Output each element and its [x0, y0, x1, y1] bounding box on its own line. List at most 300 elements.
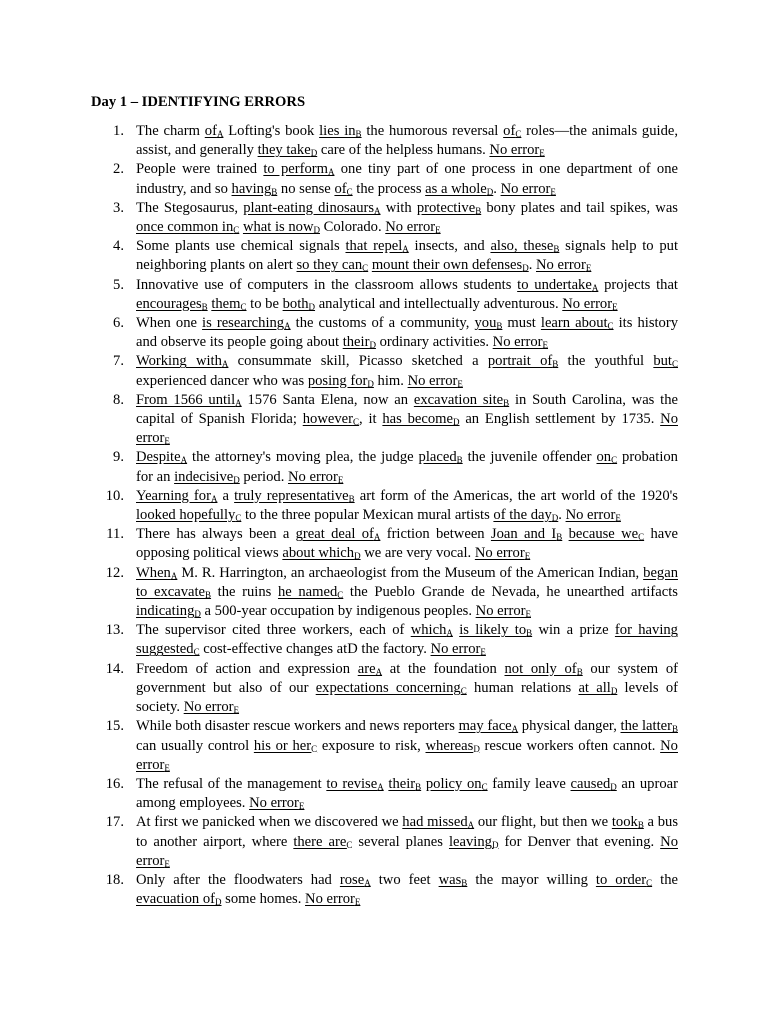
underlined-phrase: to order$_C$	[595, 871, 653, 888]
question-text: friction between	[380, 526, 491, 543]
question-text: .	[493, 180, 501, 197]
question-item	[91, 352, 682, 390]
underlined-phrase: mount their own defenses$_D$	[371, 257, 529, 274]
question-number: 12.	[105, 564, 124, 581]
choice-letter: E	[550, 186, 556, 197]
question-text: to the three popular Mexican mural artists	[241, 507, 494, 524]
choice-letter: B	[271, 186, 278, 197]
choice-letter: B	[355, 129, 362, 139]
choice-letter: E	[164, 858, 170, 869]
choice-letter: D	[453, 417, 460, 428]
choice-letter: B	[348, 493, 355, 504]
underlined-segment	[426, 738, 480, 754]
question-number: 7.	[113, 353, 124, 370]
question-number: 6.	[113, 315, 124, 332]
choice-letter: D	[215, 897, 222, 908]
underlined-phrase: are$_A$	[357, 660, 383, 677]
question-number: 5.	[113, 276, 124, 293]
choice-letter: D	[551, 513, 559, 524]
choice-letter: B	[201, 301, 208, 312]
question-list	[91, 122, 682, 909]
underlined-segment	[297, 257, 369, 273]
underlined-segment	[136, 565, 177, 581]
underlined-phrase: truly representative$_B$	[234, 487, 355, 504]
underlined-segment	[136, 603, 201, 619]
underlined-phrase: not only $of_B$	[504, 660, 583, 677]
underlined-segment	[136, 449, 187, 465]
choice-letter: D	[233, 474, 240, 485]
question-number: 18.	[105, 871, 124, 888]
underlined-segment	[431, 641, 486, 657]
question-number: 9.	[113, 449, 124, 466]
choice-letter: C	[607, 321, 614, 332]
question-text: Only after the floodwaters had	[136, 871, 340, 888]
question-text: The supervisor cited three workers, each of	[136, 622, 411, 639]
underlined-phrase: their$_D$	[342, 334, 376, 351]
choice-letter: B	[503, 397, 510, 408]
underlined-phrase: as a whole$_D$	[425, 180, 494, 197]
choice-letter: B	[671, 724, 678, 735]
underlined-segment	[490, 238, 559, 254]
underlined-segment	[296, 526, 381, 542]
underlined-phrase: once common $in_C$	[136, 219, 240, 236]
underlined-segment	[596, 872, 652, 888]
underlined-segment	[202, 315, 291, 331]
question-text: no sense	[277, 180, 335, 197]
underlined-segment	[578, 680, 617, 696]
question-number: 16.	[105, 775, 124, 792]
underlined-phrase: took$_B$	[611, 814, 644, 831]
underlined-segment	[382, 411, 459, 427]
underlined-segment	[278, 584, 343, 600]
choice-letter: B	[496, 321, 503, 332]
underlined-phrase: because $we_C$	[568, 526, 645, 543]
choice-letter: E	[525, 609, 531, 620]
underlined-segment	[282, 545, 360, 561]
underlined-segment	[517, 277, 598, 293]
underlined-segment	[621, 718, 678, 734]
underlined-phrase: No error$_E$	[562, 295, 618, 312]
choice-letter: B	[552, 359, 559, 370]
underlined-phrase: policy $on_C$	[425, 775, 488, 792]
underlined-segment	[449, 834, 498, 850]
question-text: must	[502, 315, 541, 332]
question-text: , it	[358, 411, 383, 428]
choice-letter: B	[553, 244, 560, 255]
choice-letter: E	[298, 801, 305, 812]
question-text: we are very vocal.	[360, 545, 475, 562]
question-text: the youthful	[558, 353, 654, 370]
underlined-phrase: is researching$_A$	[202, 315, 291, 332]
underlined-phrase: to perform$_A$	[263, 161, 335, 178]
choice-letter: B	[415, 781, 422, 792]
question-text: a bus to another airport, where	[136, 814, 682, 850]
underlined-segment	[211, 296, 246, 312]
question-text: the process	[352, 180, 426, 197]
underlined-phrase: learn about$_C$	[540, 315, 614, 332]
underlined-segment	[385, 219, 440, 235]
choice-letter: A	[221, 359, 229, 370]
choice-letter: B	[556, 532, 563, 543]
choice-letter: A	[364, 877, 371, 888]
underlined-segment	[319, 123, 361, 139]
question-item	[91, 564, 682, 622]
underlined-segment	[136, 507, 241, 523]
underlined-phrase: lies $in_B$	[319, 123, 362, 139]
question-number: 11.	[106, 526, 124, 543]
question-text: him.	[373, 372, 408, 389]
underlined-phrase: had missed$_A$	[402, 814, 475, 831]
choice-letter: A	[377, 781, 384, 792]
choice-letter: A	[402, 244, 409, 255]
question-text: signals help to put neighboring plants on alert	[136, 238, 682, 274]
underlined-phrase: No error$_E$	[500, 180, 556, 197]
choice-letter: C	[233, 225, 240, 236]
question-text: can usually control	[136, 718, 682, 754]
underlined-segment	[569, 526, 645, 542]
underlined-segment	[136, 353, 228, 369]
question-item	[91, 717, 682, 775]
question-item	[91, 160, 682, 198]
question-item	[91, 199, 682, 237]
underlined-segment	[293, 834, 352, 850]
underlined-segment	[541, 315, 614, 331]
underlined-phrase: evacuation $of_D$	[136, 891, 222, 908]
choice-letter: C	[311, 743, 318, 754]
choice-letter: E	[435, 225, 441, 236]
underlined-segment	[249, 795, 304, 811]
underlined-segment	[596, 449, 617, 465]
choice-letter: B	[526, 628, 533, 639]
choice-letter: E	[337, 474, 344, 485]
underlined-phrase: the latter$_B$	[620, 718, 678, 735]
question-number: 4.	[113, 238, 124, 255]
choice-letter: B	[576, 666, 583, 677]
underlined-segment	[334, 181, 352, 197]
question-text: Innovative use of computers in the classroom allows students	[136, 276, 518, 293]
underlined-segment	[303, 411, 359, 427]
choice-letter: D	[194, 609, 201, 620]
question-text: 1576 Santa Elena, now an	[241, 391, 414, 408]
choice-letter: E	[164, 436, 170, 447]
question-text: projects that	[598, 276, 682, 293]
question-text: the mayor willing	[467, 871, 596, 888]
choice-letter: C	[481, 781, 488, 792]
choice-letter: D	[610, 685, 618, 696]
underlined-segment	[489, 142, 544, 158]
question-number: 13.	[105, 622, 124, 639]
underlined-segment	[612, 814, 644, 830]
underlined-phrase: has become$_D$	[382, 411, 460, 428]
question-number: 3.	[113, 199, 124, 216]
underlined-segment	[536, 257, 591, 273]
choice-letter: E	[233, 705, 240, 716]
underlined-phrase: Despite$_A$	[136, 449, 188, 466]
underlined-phrase: plant-eating dinosaurs$_A$	[243, 199, 381, 216]
choice-letter: E	[539, 148, 545, 159]
question-number: 1.	[113, 123, 124, 139]
choice-letter: E	[615, 513, 621, 524]
underlined-phrase: so they can$_C$	[296, 257, 369, 274]
underlined-segment	[402, 814, 474, 830]
underlined-phrase: No error$_E$	[407, 372, 463, 389]
question-text: our flight, but then we	[474, 814, 612, 831]
question-text: Freedom of action and expression	[136, 660, 358, 677]
choice-letter: C	[638, 532, 645, 543]
choice-letter: E	[542, 340, 549, 351]
choice-letter: D	[473, 743, 480, 754]
question-text: At first we panicked when we discovered we	[136, 814, 403, 831]
underlined-phrase: rose$_A$	[339, 871, 371, 888]
underlined-phrase: $of_C$	[334, 180, 353, 197]
underlined-segment	[571, 776, 617, 792]
question-text: Some plants use chemical signals	[136, 238, 346, 255]
choice-letter: D	[313, 225, 320, 236]
choice-letter: E	[524, 551, 531, 562]
underlined-segment	[136, 488, 217, 504]
underlined-phrase: also, these$_B$	[490, 238, 560, 255]
choice-letter: A	[235, 397, 242, 408]
question-text: the attorney's moving plea, the judge	[187, 449, 419, 466]
choice-letter: E	[457, 378, 463, 389]
choice-letter: A	[374, 205, 381, 216]
underlined-segment	[343, 334, 376, 350]
choice-letter: D	[610, 781, 617, 792]
choice-letter: C	[611, 455, 618, 466]
worksheet-page	[91, 92, 682, 909]
question-item	[91, 276, 682, 314]
question-text: .	[528, 257, 536, 274]
underlined-segment	[263, 161, 334, 177]
choice-letter: A	[170, 570, 178, 581]
underlined-segment	[411, 622, 453, 638]
underlined-phrase: was$_B$	[438, 871, 468, 888]
choice-letter: E	[612, 301, 618, 312]
choice-letter: E	[585, 263, 592, 274]
underlined-phrase: both$_D$	[282, 295, 316, 312]
choice-letter: C	[515, 129, 522, 139]
underlined-phrase: $on_C$	[596, 449, 618, 466]
question-text: to be	[246, 295, 283, 312]
choice-letter: C	[460, 685, 467, 696]
underlined-segment	[426, 776, 488, 792]
question-text: cost-effective changes atD the factory.	[199, 641, 431, 658]
underlined-phrase: began to excavate$_B$	[136, 564, 678, 600]
question-text: a 500-year occupation by indigenous peoples.	[200, 603, 476, 620]
question-text: People were trained	[136, 161, 264, 178]
choice-letter: A	[511, 724, 519, 735]
underlined-phrase: Joan and $I_B$	[490, 526, 563, 543]
underlined-phrase: leaving$_D$	[448, 833, 499, 850]
underlined-segment	[417, 200, 481, 216]
question-text: The Stegosaurus,	[136, 199, 244, 216]
question-text: the Pueblo Grande de Nevada, he unearthed artifacts	[343, 583, 682, 600]
underlined-phrase: looked hopefully$_C$	[136, 507, 242, 524]
choice-letter: D	[310, 148, 318, 159]
underlined-segment	[243, 219, 320, 235]
question-number: 17.	[105, 814, 124, 831]
underlined-phrase: indicating$_D$	[136, 603, 201, 620]
question-text: care of the helpless humans.	[317, 142, 490, 159]
choice-letter: B	[637, 820, 644, 831]
underlined-phrase: his or her$_C$	[253, 737, 318, 754]
underlined-phrase: to revise$_A$	[326, 775, 384, 792]
question-item	[91, 314, 682, 352]
underlined-segment	[345, 238, 408, 254]
underlined-segment	[474, 315, 502, 331]
choice-letter: C	[352, 417, 359, 428]
underlined-phrase: he named$_C$	[277, 583, 344, 600]
underlined-segment	[425, 181, 493, 197]
underlined-segment	[316, 680, 467, 696]
choice-letter: E	[354, 897, 361, 908]
underlined-phrase: caused$_D$	[570, 775, 617, 792]
question-text: insects, and	[408, 238, 491, 255]
choice-letter: A	[284, 321, 291, 332]
underlined-phrase: protective$_B$	[416, 199, 482, 216]
question-number: 10.	[105, 487, 124, 504]
underlined-phrase: them$_C$	[211, 295, 247, 312]
underlined-segment	[488, 353, 558, 369]
choice-letter: D	[522, 263, 529, 274]
underlined-segment	[358, 661, 382, 677]
question-text: When one	[136, 315, 203, 332]
question-text: some homes.	[221, 891, 306, 908]
underlined-phrase: No error$_E$	[475, 603, 531, 620]
underlined-phrase: No error$_E$	[492, 334, 549, 351]
question-item	[91, 122, 682, 160]
underlined-phrase: which$_A$	[410, 622, 453, 639]
underlined-phrase: for having suggested$_C$	[136, 622, 678, 658]
question-text: two feet	[370, 871, 439, 888]
underlined-phrase: Yearning for$_A$	[136, 487, 218, 504]
question-text: levels of society.	[136, 679, 682, 716]
underlined-phrase: No error$_E$	[136, 833, 678, 869]
question-text: probation for an	[136, 449, 682, 485]
underlined-phrase: is likely $to_B$	[459, 622, 533, 639]
question-text: the humorous reversal	[361, 123, 504, 139]
choice-letter: D	[486, 186, 494, 197]
question-item	[91, 525, 682, 563]
question-text: the customs of a community,	[290, 315, 475, 332]
underlined-segment	[326, 776, 383, 792]
underlined-segment	[232, 181, 278, 197]
choice-letter: C	[235, 513, 242, 524]
question-text: .	[558, 507, 566, 524]
underlined-segment	[372, 257, 529, 273]
underlined-phrase: there are$_C$	[293, 833, 353, 850]
question-text: Lofting's book	[223, 123, 320, 139]
underlined-segment	[476, 603, 531, 619]
choice-letter: A	[446, 628, 453, 639]
underlined-phrase: No error$_E$	[249, 795, 305, 812]
underlined-phrase: From 1566 until$_A$	[136, 391, 242, 408]
question-text: consummate skill, Picasso sketched a	[228, 353, 488, 370]
underlined-phrase: Working with$_A$	[136, 353, 229, 370]
question-text: roles—the animals guide, assist, and generally	[136, 123, 682, 159]
underlined-phrase: portrait $of_B$	[487, 353, 559, 370]
choice-letter: C	[671, 359, 678, 370]
underlined-segment	[503, 123, 521, 139]
question-text: with	[380, 199, 417, 216]
underlined-phrase: encourages$_B$	[136, 295, 208, 312]
question-text: While both disaster rescue workers and news reporters	[136, 718, 459, 735]
question-item	[91, 448, 682, 486]
choice-letter: A	[216, 129, 224, 139]
underlined-phrase: No error$_E$	[565, 507, 621, 524]
question-text: for Denver that evening.	[498, 833, 661, 850]
underlined-phrase: No error$_E$	[536, 257, 592, 274]
underlined-segment	[136, 219, 239, 235]
choice-letter: D	[491, 839, 499, 850]
question-item	[91, 871, 682, 909]
underlined-segment	[505, 661, 583, 677]
choice-letter: A	[373, 532, 381, 543]
underlined-phrase: No error$_E$	[136, 737, 678, 773]
underlined-segment	[501, 181, 556, 197]
underlined-segment	[136, 891, 222, 907]
choice-letter: B	[456, 455, 463, 466]
question-text: ordinary activities.	[375, 334, 493, 351]
underlined-phrase: No error$_E$	[183, 699, 240, 716]
question-text: art form of the Americas, the art world of the 1920's	[354, 487, 682, 504]
choice-letter: A	[210, 493, 218, 504]
underlined-phrase: you$_B$	[474, 315, 503, 332]
underlined-segment	[653, 353, 678, 369]
choice-letter: C	[646, 877, 653, 888]
question-item	[91, 775, 682, 813]
underlined-phrase: great deal $of_A$	[295, 526, 381, 543]
question-text: one tiny part of one process in one department of one industry, and so	[136, 161, 682, 197]
question-number: 14.	[105, 660, 124, 677]
question-item	[91, 660, 682, 718]
underlined-phrase: No error$_E$	[474, 545, 531, 562]
question-number: 15.	[105, 718, 124, 735]
underlined-phrase: No error$_E$	[489, 142, 545, 159]
underlined-phrase: what is now$_D$	[242, 219, 320, 236]
choice-letter: B	[475, 205, 482, 216]
underlined-phrase: that repel$_A$	[345, 238, 409, 255]
underlined-segment	[174, 469, 240, 485]
question-text: have opposing political views	[136, 526, 682, 562]
underlined-segment	[184, 699, 239, 715]
underlined-phrase: whereas$_D$	[425, 737, 480, 754]
choice-letter: A	[180, 455, 188, 466]
underlined-segment	[459, 718, 519, 734]
underlined-phrase: of the day$_D$	[493, 507, 559, 524]
underlined-segment	[258, 142, 318, 158]
choice-letter: C	[346, 839, 353, 850]
underlined-phrase: No error$_E$	[385, 219, 441, 236]
choice-letter: C	[346, 186, 353, 197]
underlined-phrase: about which$_D$	[282, 545, 361, 562]
underlined-phrase: No error$_E$	[288, 468, 344, 485]
question-number: 2.	[113, 161, 124, 178]
question-text: win a prize	[532, 622, 615, 639]
underlined-segment	[439, 872, 468, 888]
question-text: an English settlement by 1735.	[459, 411, 661, 428]
question-item	[91, 813, 682, 871]
underlined-phrase: $of_A$	[204, 123, 224, 139]
question-text: period.	[239, 468, 288, 485]
question-text: the juvenile offender	[462, 449, 597, 466]
underlined-phrase: posing for$_D$	[307, 372, 374, 389]
underlined-segment	[459, 622, 532, 638]
underlined-segment	[283, 296, 315, 312]
question-text: a	[217, 487, 235, 504]
underlined-segment	[254, 738, 317, 754]
underlined-segment	[136, 392, 242, 408]
